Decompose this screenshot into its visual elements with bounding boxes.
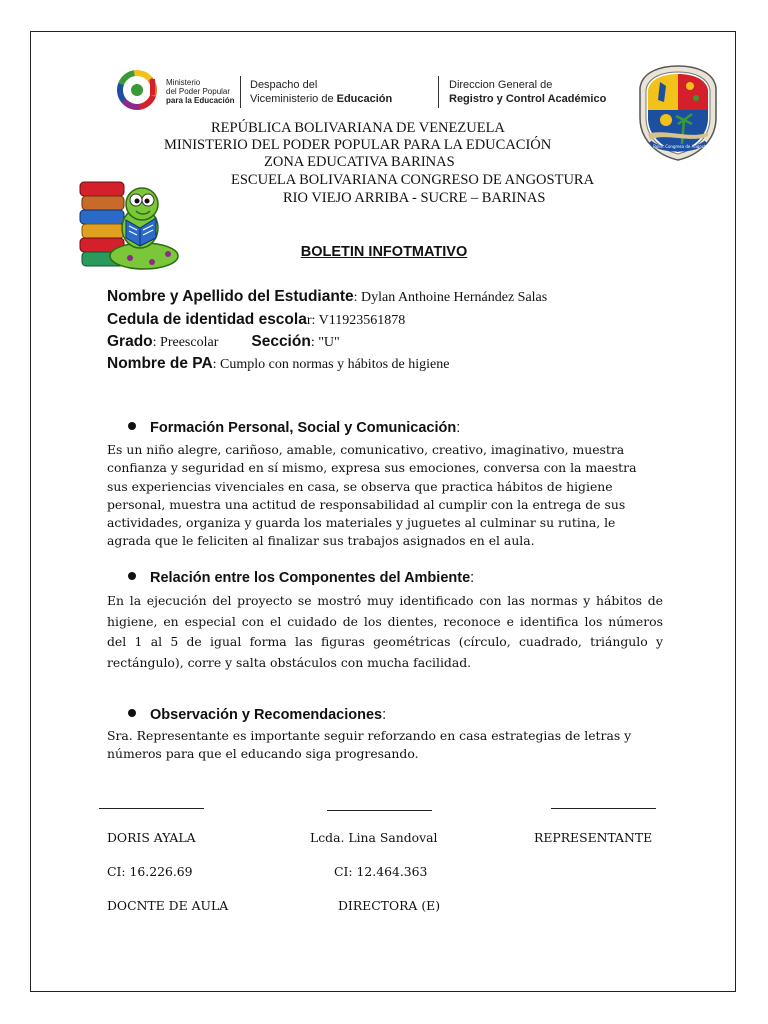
section-1-line: sus experiencias vivenciales en casa, se observa que practica hábitos de higiene bbox=[107, 478, 613, 494]
bullet-icon bbox=[128, 422, 136, 430]
section-2-line: En la ejecución del proyecto se mostró muy identificado con las normas y hábitos de bbox=[107, 593, 663, 608]
director-ci: CI: 12.464.363 bbox=[334, 864, 428, 879]
ministry-logo-line3: para la Educación bbox=[166, 96, 235, 105]
header-separator bbox=[240, 76, 241, 108]
section-2-body bbox=[107, 591, 663, 673]
teacher-ci: CI: 16.226.69 bbox=[107, 864, 193, 879]
director-name: Lcda. Lina Sandoval bbox=[310, 830, 438, 845]
student-name-label: Nombre y Apellido del Estudiante bbox=[107, 288, 354, 305]
institution-line-3: ZONA EDUCATIVA BARINAS bbox=[264, 154, 455, 170]
direccion-line2: Registro y Control Académico bbox=[449, 93, 607, 105]
despacho-line2: Viceministerio de bbox=[250, 93, 337, 105]
ministry-header-logo bbox=[114, 64, 634, 112]
section-1-line: Es un niño alegre, cariñoso, amable, comunicativo, creativo, imaginativo, muestra bbox=[107, 442, 625, 457]
student-id-value: r: V11923561878 bbox=[306, 313, 406, 328]
despacho-line1: Despacho del bbox=[250, 79, 318, 91]
teacher-role: DOCNTE DE AULA bbox=[107, 898, 229, 913]
project-name-row bbox=[107, 355, 449, 373]
school-seal-logo bbox=[638, 64, 718, 162]
svg-text:Esc. Boliv. Congreso de Angost: Esc. Boliv. Congreso de Angostura bbox=[643, 144, 713, 149]
section-1-heading: Formación Personal, Social y Comunicación: bbox=[128, 420, 460, 436]
student-id-row bbox=[107, 311, 405, 329]
institution-line-2: MINISTERIO DEL PODER POPULAR PARA LA EDUCACIÓN bbox=[164, 137, 552, 153]
section-3-heading: Observación y Recomendaciones: bbox=[128, 707, 386, 723]
institution-line-5: RIO VIEJO ARRIBA - SUCRE – BARINAS bbox=[283, 190, 546, 206]
institution-line-1: REPÚBLICA BOLIVARIANA DE VENEZUELA bbox=[211, 120, 505, 136]
signature-line-director bbox=[327, 810, 432, 811]
signature-line-teacher bbox=[99, 808, 204, 809]
section-3-line: números para que el educando siga progresando. bbox=[107, 746, 419, 762]
section-1-line: confianza y seguridad en sí mismo, expresa sus emociones, conversa con la maestra bbox=[107, 460, 637, 476]
section-1-line: agrada que le feliciten al finalizar sus trabajos asignados en el aula. bbox=[107, 533, 535, 549]
direccion-line1: Direccion General de bbox=[449, 79, 553, 91]
signature-line-representative bbox=[551, 808, 656, 809]
section-2-heading: Relación entre los Componentes del Ambiente: bbox=[128, 570, 474, 586]
section-1-line: actividades, organiza y guarda los materiales y juguetes al culminar su rutina, le bbox=[107, 515, 616, 531]
section-2-line: higiene, en especial con el cuidado de los dientes, reconoce e identifica los números bbox=[107, 613, 663, 629]
ministry-ring-icon bbox=[114, 66, 160, 112]
section-2-line: del 1 al 5 de igual forma las figuras geométricas (círculo, cuadrado, triángulo y bbox=[107, 634, 663, 649]
section-3-line: Sra. Representante es importante seguir reforzando en casa estrategias de letras y bbox=[107, 728, 632, 743]
student-name-row bbox=[107, 288, 547, 306]
section-value: : "U" bbox=[310, 335, 340, 350]
bullet-icon bbox=[128, 572, 136, 580]
section-2-line: rectángulo), corre y salta obstáculos con mucha facilidad. bbox=[107, 654, 472, 670]
section-1-line: personal, muestra una actitud de responsabilidad al cumplir con la entrega de sus bbox=[107, 496, 626, 512]
project-name-label: Nombre de PA bbox=[107, 355, 213, 372]
grade-label: Grado bbox=[107, 333, 153, 350]
ministry-logo-line1: Ministerio bbox=[166, 78, 201, 87]
bullet-icon bbox=[128, 709, 136, 717]
student-id-label: Cedula de identidad escola bbox=[107, 311, 307, 328]
direccion-block bbox=[449, 78, 606, 106]
teacher-name: DORIS AYALA bbox=[107, 830, 196, 845]
student-grade-row bbox=[107, 333, 340, 351]
project-name-value: : Cumplo con normas y hábitos de higiene bbox=[212, 357, 450, 372]
institution-line-4: ESCUELA BOLIVARIANA CONGRESO DE ANGOSTURA bbox=[231, 172, 595, 188]
section-1-body bbox=[107, 441, 663, 551]
header-separator-2 bbox=[438, 76, 439, 108]
director-role: DIRECTORA (E) bbox=[338, 898, 441, 913]
ministry-logo-line2: del Poder Popular bbox=[166, 87, 231, 96]
despacho-block bbox=[250, 78, 392, 106]
despacho-line2-bold: Educación bbox=[336, 93, 393, 105]
section-label: Sección bbox=[251, 333, 311, 350]
student-name-value: : Dylan Anthoine Hernández Salas bbox=[353, 290, 548, 305]
grade-value: : Preescolar bbox=[152, 335, 219, 350]
section-3-body bbox=[107, 727, 663, 764]
representative-label: REPRESENTANTE bbox=[534, 830, 653, 845]
document-title: BOLETIN INFOTMATIVO bbox=[300, 244, 468, 260]
